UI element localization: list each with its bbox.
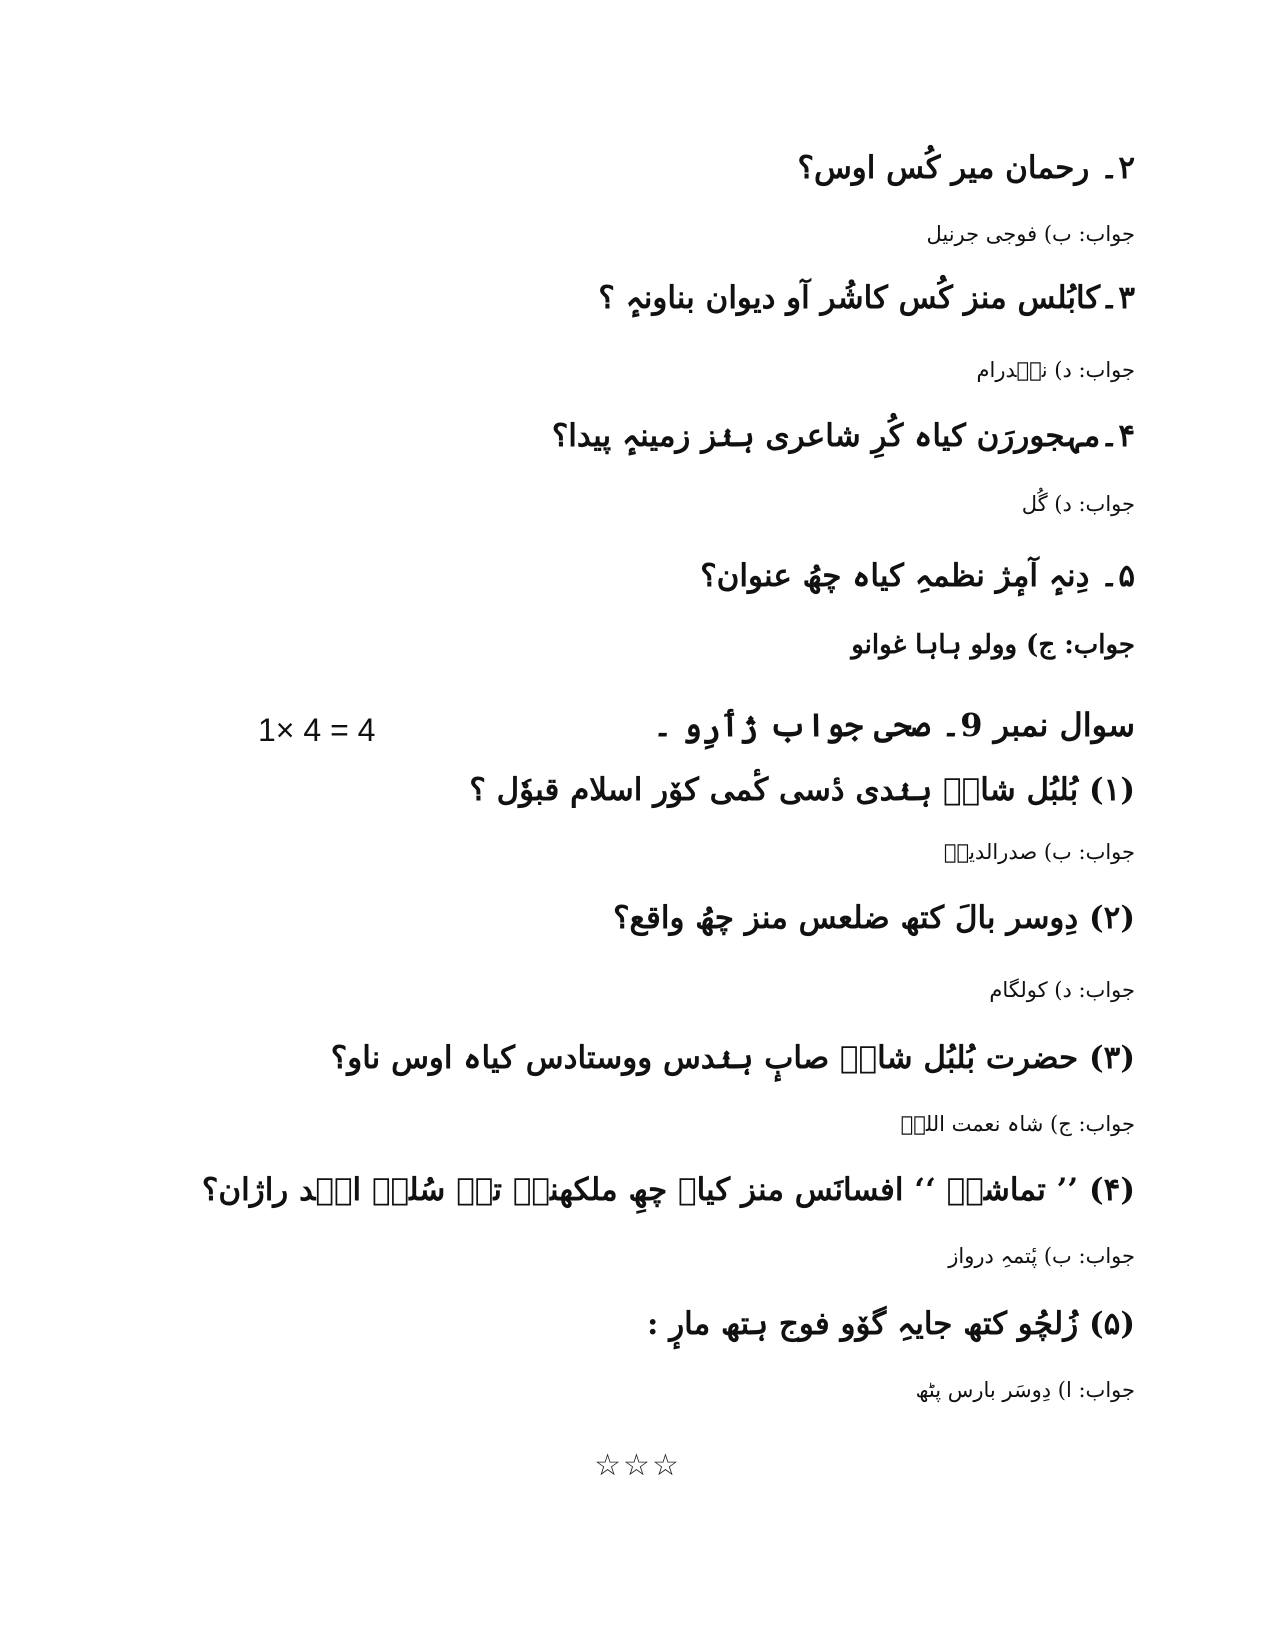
answer-3: جواب: د) ننٛدرام [976,358,1135,382]
q9-answer-3: جواب: ج) شاہ نعمت اللہؒ [900,1112,1135,1136]
q9-question-2: (۲) دِوسر بالَ کتھ ضلعس منز چھُ واقع؟ [613,900,1135,936]
footer-stars: ☆☆☆ [594,1448,681,1483]
question-5: ۵۔ دِنہٕ آمٕژ نظمہِ کیاہ چھُ عنوان؟ [700,558,1135,594]
section-heading-q9: سوال نمبر 9۔ صحی جواب ژٲرِو ۔ [653,706,1135,744]
answer-4: جواب: د) گُل [1021,492,1135,516]
question-2: ۲۔ رحمان میر کُس اوس؟ [797,150,1135,186]
q9-question-5: (۵) زُلچُو کتھ جایہِ گوٚو فوج ہتھ مارٕ : [646,1306,1135,1342]
q9-answer-4: جواب: ب) پٔتمہِ درواز [948,1244,1135,1268]
marks-label: 1× 4 = 4 [258,712,376,748]
q9-answer-5: جواب: ا) دِوسَر بارس پٹھ [915,1378,1135,1402]
q9-answer-1: جواب: ب) صدرالدینؒ [943,840,1135,864]
q9-question-1: (۱) بُلبُل شاہؒ ہنٛدی دٔسی کٔمی کوٚر اسلام قبوٗل ؟ [469,772,1135,808]
q9-question-4: (۴) ’’ تماشہٕ ‘‘ افسانَس منز کیاہ چھِ ملکھنہٕ تہٕ سُلہٕ انٛد راژان؟ [201,1172,1135,1208]
answer-5: جواب: ج) وولو ہاہا غوانو [851,630,1135,660]
q9-answer-2: جواب: د) کولگام [989,978,1135,1002]
q9-question-3: (۳) حضرت بُلبُل شاہؒ صابٕ ہنٛدس ووستادس کیاہ اوس ناو؟ [330,1040,1135,1076]
answer-2: جواب: ب) فوجی جرنیل [926,222,1135,246]
question-3: ۳۔کابُلس منز کُس کاشُر آو دیوان بناونہٕ ؟ [598,280,1135,316]
question-4: ۴۔مہجوررَن کیاہ کُرِ شاعری ہنٛز زمینہٕ پیدا؟ [551,418,1135,454]
